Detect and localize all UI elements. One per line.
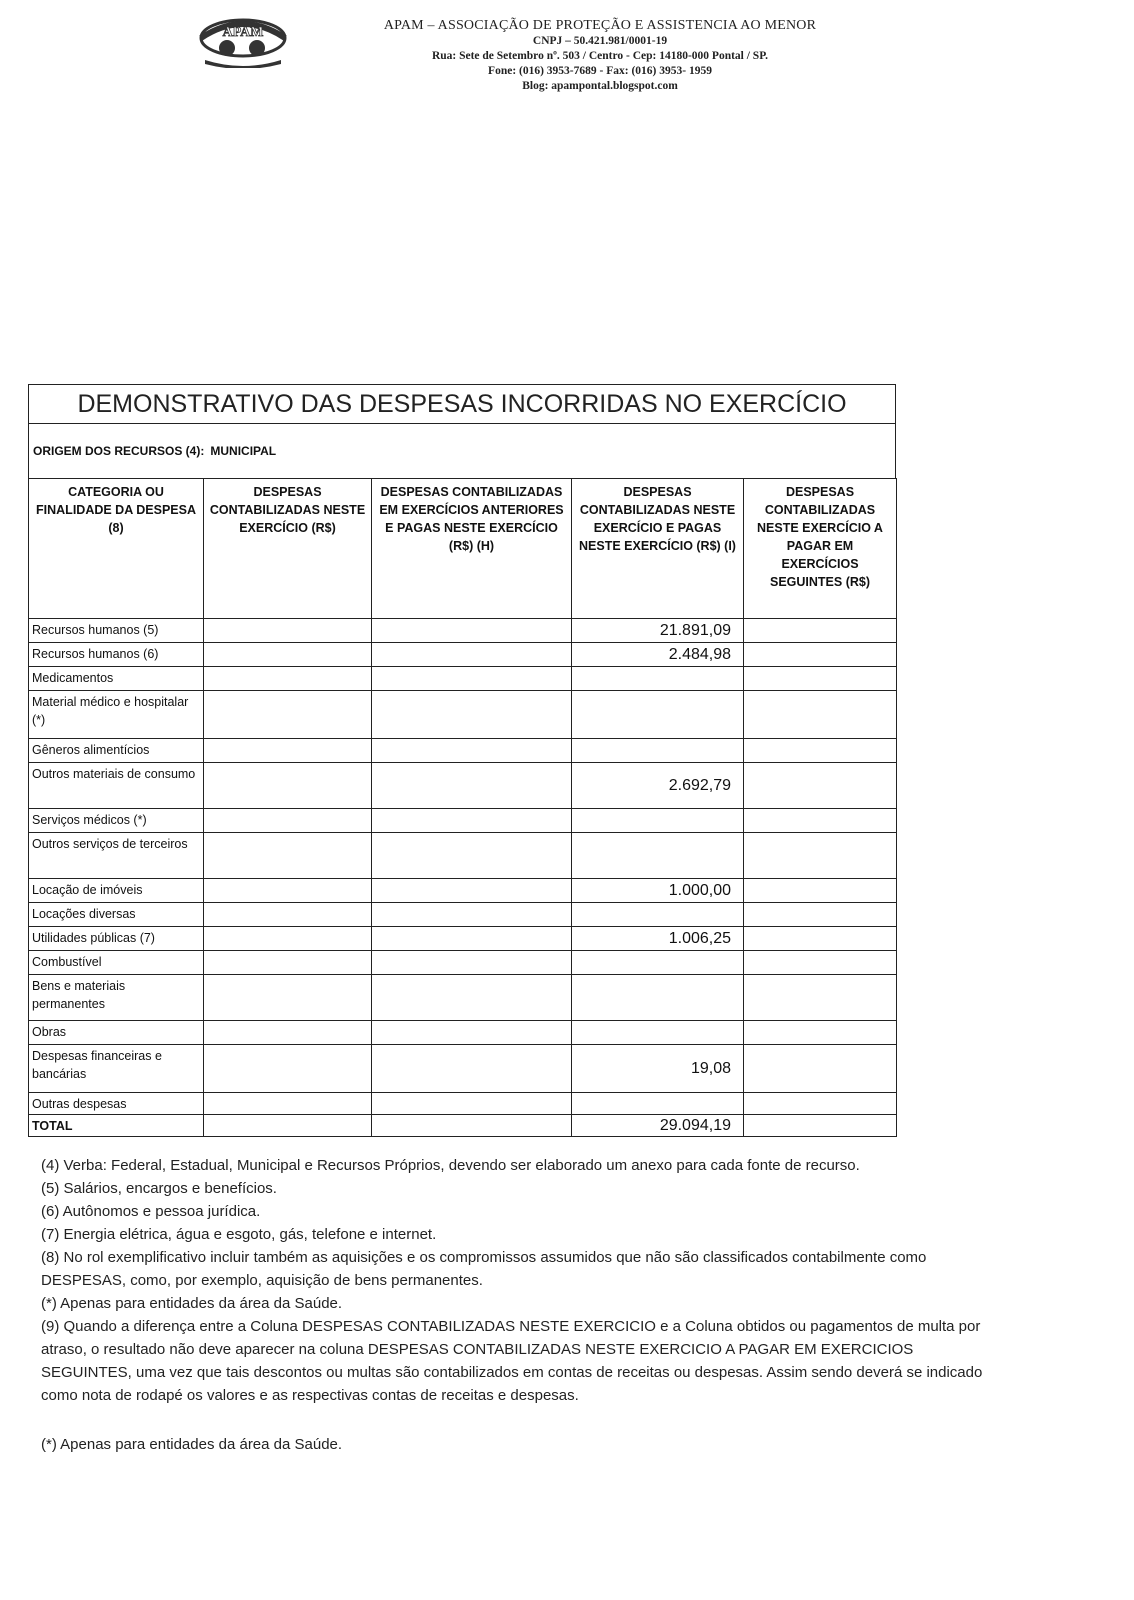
org-address: Rua: Sete de Setembro nº. 503 / Centro - Cep: 14180-000 Pontal / SP.	[431, 50, 769, 62]
cell-empty	[744, 1045, 897, 1093]
footnotes	[41, 1154, 986, 1456]
table-row	[29, 975, 897, 1021]
cell-empty	[372, 619, 572, 643]
origin-label: ORIGEM DOS RECURSOS (4):	[33, 444, 205, 458]
row-category: Obras	[29, 1021, 204, 1045]
logo-text: APAM	[222, 25, 264, 40]
org-blog: Blog: apampontal.blogspot.com	[522, 80, 678, 92]
cell-empty	[372, 667, 572, 691]
cell-empty	[744, 739, 897, 763]
cell-empty	[744, 763, 897, 809]
cell-empty	[204, 879, 372, 903]
cell-empty	[372, 643, 572, 667]
table-total-row	[29, 1115, 897, 1137]
cell-empty	[204, 667, 372, 691]
note-4: (4) Verba: Federal, Estadual, Municipal e Recursos Próprios, devendo ser elaborado um anexo para cada fonte de recurso.	[41, 1157, 860, 1174]
table-row	[29, 951, 897, 975]
row-category: Recursos humanos (5)	[29, 619, 204, 643]
row-paid-value: 21.891,09	[572, 619, 744, 643]
row-paid-value: 2.484,98	[572, 643, 744, 667]
row-paid-value	[572, 975, 744, 1021]
total-label: TOTAL	[29, 1115, 204, 1137]
table-row	[29, 1045, 897, 1093]
cell-empty	[744, 1021, 897, 1045]
row-category: Material médico e hospitalar (*)	[29, 691, 204, 739]
row-paid-value	[572, 667, 744, 691]
apam-logo	[195, 14, 290, 68]
note-spacer	[41, 1407, 986, 1433]
letterhead	[330, 18, 870, 94]
header-pagas: DESPESAS CONTABILIZADAS NESTE EXERCÍCIO E PAGAS NESTE EXERCÍCIO (R$) (I)	[572, 479, 744, 619]
table-row	[29, 1021, 897, 1045]
cell-empty	[204, 619, 372, 643]
origin-row	[28, 423, 896, 478]
cell-empty	[744, 879, 897, 903]
origin-value: MUNICIPAL	[210, 444, 277, 458]
table-header-row	[29, 479, 897, 619]
cell-empty	[204, 833, 372, 879]
table-row	[29, 763, 897, 809]
cell-empty	[204, 1093, 372, 1115]
report-title: DEMONSTRATIVO DAS DESPESAS INCORRIDAS NO EXERCÍCIO	[28, 384, 896, 423]
row-category: Combustível	[29, 951, 204, 975]
cell-empty	[744, 1093, 897, 1115]
note-9: (9) Quando a diferença entre a Coluna DESPESAS CONTABILIZADAS NESTE EXERCICIO e a Coluna obtidos ou pagamentos de multa por atraso, o resultado não deve aparecer na coluna DESPESAS CONTABILIZADAS NESTE EXERCICIO A PAGAR EM EXERCICIOS SEGUINTES, uma vez que tais descontos ou multas são contabilizados em contas de receitas ou despesas. Assim sendo deverá se indicado como nota de rodapé os valores e as respectivas contas de receitas e despesas.	[41, 1318, 983, 1404]
cell-empty	[204, 1115, 372, 1137]
note-5: (5) Salários, encargos e benefícios.	[41, 1180, 277, 1197]
cell-empty	[372, 1093, 572, 1115]
note-6: (6) Autônomos e pessoa jurídica.	[41, 1203, 261, 1220]
cell-empty	[204, 903, 372, 927]
table-row	[29, 833, 897, 879]
cell-empty	[204, 1021, 372, 1045]
cell-empty	[204, 763, 372, 809]
org-phone: Fone: (016) 3953-7689 - Fax: (016) 3953- 1959	[488, 65, 712, 77]
cell-empty	[744, 903, 897, 927]
table-row	[29, 643, 897, 667]
cell-empty	[372, 1021, 572, 1045]
header-a-pagar: DESPESAS CONTABILIZADAS NESTE EXERCÍCIO A PAGAR EM EXERCÍCIOS SEGUINTES (R$)	[744, 479, 897, 619]
row-paid-value	[572, 833, 744, 879]
table-row	[29, 1093, 897, 1115]
header-anteriores: DESPESAS CONTABILIZADAS EM EXERCÍCIOS ANTERIORES E PAGAS NESTE EXERCÍCIO (R$) (H)	[372, 479, 572, 619]
row-category: Outros serviços de terceiros	[29, 833, 204, 879]
row-paid-value	[572, 691, 744, 739]
cell-empty	[204, 927, 372, 951]
cell-empty	[204, 951, 372, 975]
row-paid-value: 19,08	[572, 1045, 744, 1093]
cell-empty	[744, 1115, 897, 1137]
cell-empty	[372, 833, 572, 879]
cell-empty	[744, 619, 897, 643]
cell-empty	[372, 879, 572, 903]
row-paid-value	[572, 1021, 744, 1045]
cell-empty	[204, 739, 372, 763]
row-paid-value	[572, 1093, 744, 1115]
row-category: Despesas financeiras e bancárias	[29, 1045, 204, 1093]
row-category: Locações diversas	[29, 903, 204, 927]
table-row	[29, 667, 897, 691]
total-value: 29.094,19	[572, 1115, 744, 1137]
cell-empty	[744, 643, 897, 667]
org-name: APAM – ASSOCIAÇÃO DE PROTEÇÃO E ASSISTENCIA AO MENOR	[383, 18, 817, 33]
table-row	[29, 879, 897, 903]
row-category: Serviços médicos (*)	[29, 809, 204, 833]
cell-empty	[372, 1115, 572, 1137]
row-category: Recursos humanos (6)	[29, 643, 204, 667]
table-row	[29, 809, 897, 833]
cell-empty	[372, 809, 572, 833]
cell-empty	[204, 1045, 372, 1093]
expense-table	[28, 478, 897, 1137]
table-row	[29, 903, 897, 927]
row-category: Utilidades públicas (7)	[29, 927, 204, 951]
note-8: (8) No rol exemplificativo incluir também as aquisições e os compromissos assumidos que não são classificados contabilmente como DESPESAS, como, por exemplo, aquisição de bens permanentes.	[41, 1249, 927, 1289]
note-health-repeat: (*) Apenas para entidades da área da Saúde.	[41, 1436, 343, 1453]
row-paid-value: 1.000,00	[572, 879, 744, 903]
cell-empty	[372, 927, 572, 951]
cell-empty	[372, 691, 572, 739]
row-paid-value: 2.692,79	[572, 763, 744, 809]
row-paid-value	[572, 739, 744, 763]
cell-empty	[744, 927, 897, 951]
expense-report	[28, 384, 896, 1137]
cell-empty	[744, 809, 897, 833]
row-paid-value	[572, 903, 744, 927]
cell-empty	[204, 643, 372, 667]
row-category: Medicamentos	[29, 667, 204, 691]
table-row	[29, 619, 897, 643]
cell-empty	[744, 833, 897, 879]
row-paid-value	[572, 951, 744, 975]
org-cnpj: CNPJ – 50.421.981/0001-19	[532, 35, 668, 47]
note-7: (7) Energia elétrica, água e esgoto, gás, telefone e internet.	[41, 1226, 437, 1243]
cell-empty	[744, 975, 897, 1021]
header-contabilizadas: DESPESAS CONTABILIZADAS NESTE EXERCÍCIO (R$)	[204, 479, 372, 619]
cell-empty	[744, 951, 897, 975]
cell-empty	[372, 763, 572, 809]
row-paid-value	[572, 809, 744, 833]
row-paid-value: 1.006,25	[572, 927, 744, 951]
row-category: Bens e materiais permanentes	[29, 975, 204, 1021]
cell-empty	[372, 739, 572, 763]
row-category: Locação de imóveis	[29, 879, 204, 903]
cell-empty	[372, 1045, 572, 1093]
cell-empty	[744, 691, 897, 739]
table-row	[29, 739, 897, 763]
cell-empty	[204, 691, 372, 739]
header-category: CATEGORIA OU FINALIDADE DA DESPESA (8)	[29, 479, 204, 619]
cell-empty	[372, 975, 572, 1021]
note-health: (*) Apenas para entidades da área da Saúde.	[41, 1295, 343, 1312]
row-category: Outras despesas	[29, 1093, 204, 1115]
cell-empty	[204, 975, 372, 1021]
cell-empty	[372, 951, 572, 975]
table-row	[29, 927, 897, 951]
table-row	[29, 691, 897, 739]
row-category: Outros materiais de consumo	[29, 763, 204, 809]
cell-empty	[744, 667, 897, 691]
cell-empty	[204, 809, 372, 833]
row-category: Gêneros alimentícios	[29, 739, 204, 763]
cell-empty	[372, 903, 572, 927]
